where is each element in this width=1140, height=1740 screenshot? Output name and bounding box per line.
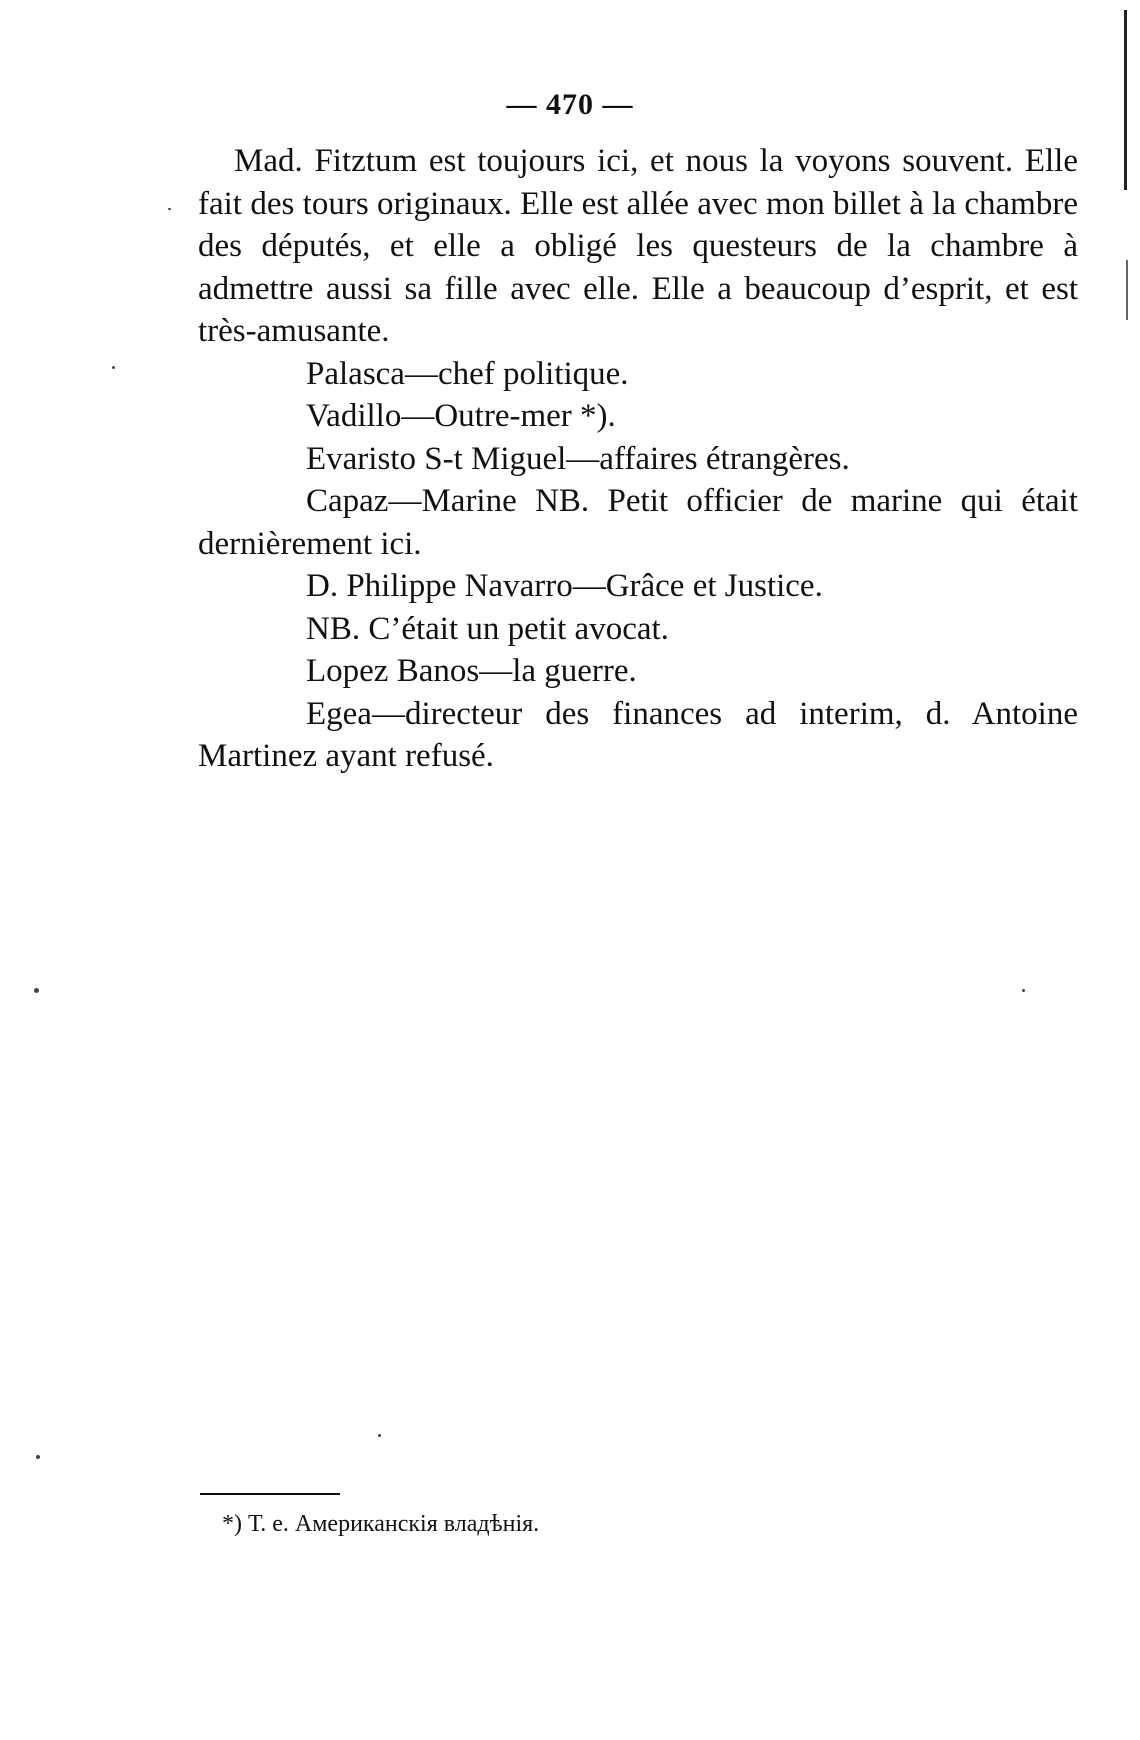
footnote: *) Т. е. Американскія владѣнія.: [222, 1511, 540, 1537]
scan-speck: [378, 1434, 381, 1437]
scan-speck: [36, 1455, 40, 1459]
paragraph-nb-avocat: NB. C’était un petit avocat.: [306, 610, 669, 647]
paragraph-navarro: D. Philippe Navarro—Grâce et Justice.: [306, 568, 823, 604]
page-number: — 470 —: [506, 88, 634, 121]
paragraph-capaz: Capaz—Marine NB. Petit officier de marine qui était dernièrement ici.: [198, 483, 1078, 562]
footnote-rule: [200, 1493, 340, 1495]
paragraph-lopez-banos: Lopez Banos—la guerre.: [306, 653, 637, 689]
paragraph-fitztum: Mad. Fitztum est toujours ici, et nous la voyons souvent. Elle fait des tours originaux. Elle est allée avec mon billet à la chambre des députés, et elle a obligé les questeurs de la chambre à admettre aussi sa fille avec elle. Elle a beaucoup d’esprit, et est très-amusante.: [198, 143, 1078, 349]
scan-speck: [34, 988, 39, 993]
body-text: [198, 140, 1078, 778]
scan-speck: [168, 208, 171, 210]
scan-edge-line-lower: [1126, 260, 1128, 320]
paragraph-egea: Egea—directeur des finances ad interim, d. Antoine Martinez ayant refusé.: [198, 695, 1078, 774]
paragraph-palasca: Palasca—chef politique.: [306, 355, 629, 392]
paragraph-vadillo: Vadillo—Outre-mer *).: [306, 398, 616, 434]
scan-speck: [1022, 989, 1025, 992]
paragraph-evaristo: Evaristo S-t Miguel—affaires étrangères.: [306, 440, 850, 477]
scan-speck: [112, 366, 115, 369]
